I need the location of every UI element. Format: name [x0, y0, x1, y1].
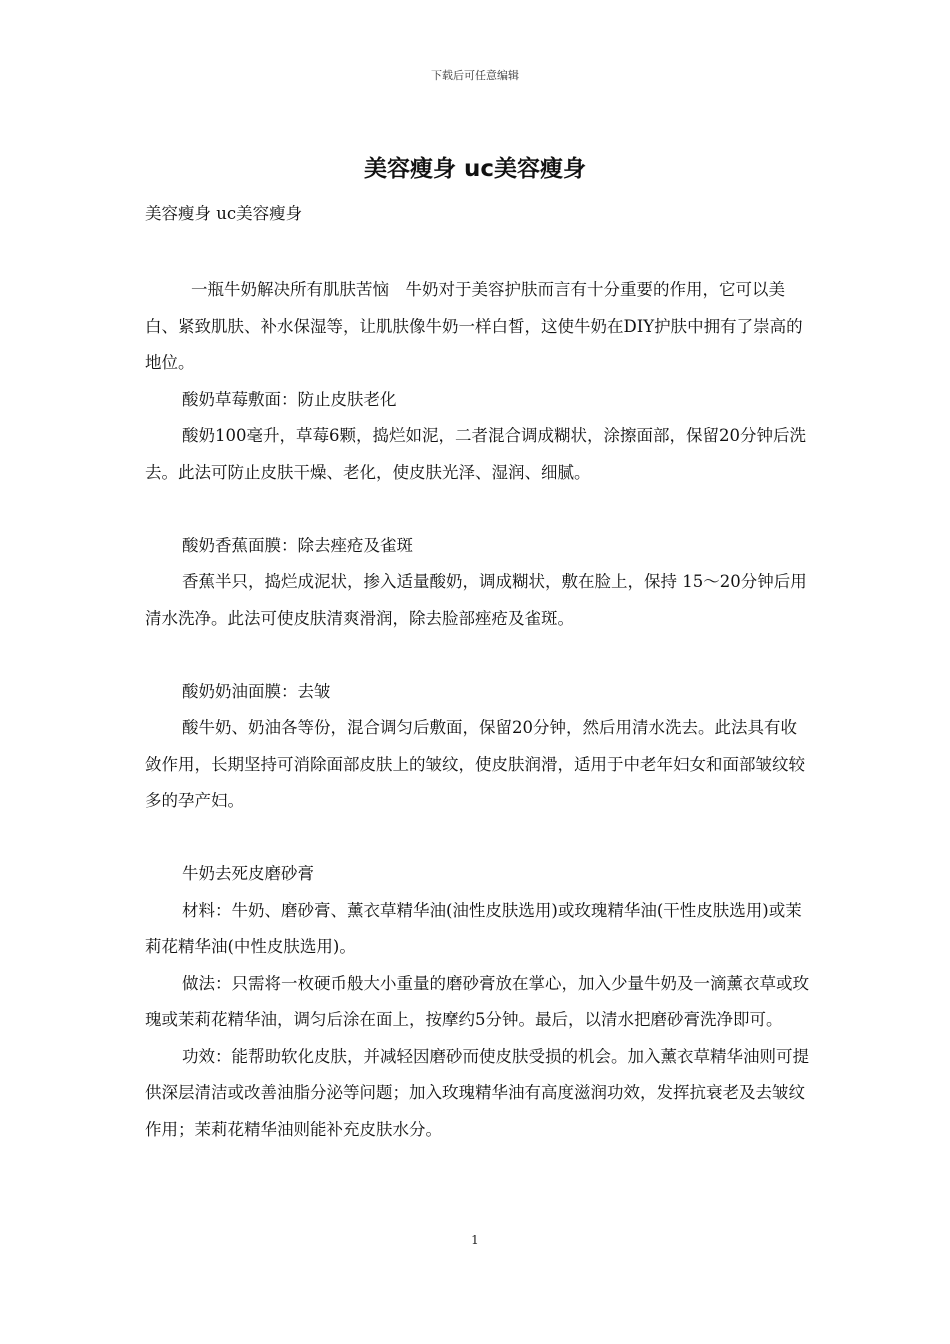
paragraph-intro: 一瓶牛奶解决所有肌肤苦恼 牛奶对于美容护肤而言有十分重要的作用，它可以美白、紧致肌肤、补水保湿等，让肌肤像牛奶一样白皙，这使牛奶在DIY护肤中拥有了崇高的地位。 [145, 280, 803, 372]
paragraph-yogurt-banana: 香蕉半只，捣烂成泥状，掺入适量酸奶，调成糊状，敷在脸上，保持 15～20分钟后用清水洗净。此法可使皮肤清爽滑润，除去脸部痤疮及雀斑。 [145, 572, 807, 628]
paragraph-effect: 功效：能帮助软化皮肤，并减轻因磨砂而使皮肤受损的机会。加入薰衣草精华油则可提供深层清洁或改善油脂分泌等问题；加入玫瑰精华油有高度滋润功效，发挥抗衰老及去皱纹作用；茉莉花精华油则能补充皮肤水分。 [145, 1046, 809, 1139]
document-title: 美容瘦身 uc美容瘦身 [363, 156, 586, 182]
heading-yogurt-banana: 酸奶香蕉面膜：除去痤疮及雀斑 [182, 535, 413, 555]
paragraph-yogurt-cream: 酸牛奶、奶油各等份，混合调匀后敷面，保留20分钟，然后用清水洗去。此法具有收敛作用，长期坚持可消除面部皮肤上的皱纹，使皮肤润滑，适用于中老年妇女和面部皱纹较多的孕产妇。 [145, 718, 805, 810]
paragraph-yogurt-strawberry: 酸奶100毫升，草莓6颗，捣烂如泥，二者混合调成糊状，涂擦面部，保留20分钟后洗去。此法可防止皮肤干燥、老化，使皮肤光泽、湿润、细腻。 [145, 426, 806, 482]
paragraph-method: 做法：只需将一枚硬币般大小重量的磨砂膏放在掌心，加入少量牛奶及一滴薰衣草或玫瑰或茉莉花精华油，调匀后涂在面上，按摩约5分钟。最后，以清水把磨砂膏洗净即可。 [145, 973, 809, 1029]
heading-milk-scrub: 牛奶去死皮磨砂膏 [182, 864, 314, 883]
heading-yogurt-cream: 酸奶奶油面膜：去皱 [182, 681, 331, 701]
blank-line [145, 820, 809, 857]
document-body [145, 196, 809, 1148]
blank-line [145, 637, 809, 674]
subtitle-line: 美容瘦身 uc美容瘦身 [145, 204, 303, 223]
page-number: 1 [471, 1233, 479, 1247]
blank-line [145, 491, 809, 528]
blank-line [145, 233, 809, 270]
heading-yogurt-strawberry: 酸奶草莓敷面：防止皮肤老化 [182, 389, 397, 409]
paragraph-materials: 材料：牛奶、磨砂膏、薰衣草精华油(油性皮肤选用)或玫瑰精华油(干性皮肤选用)或茉莉花精华油(中性皮肤选用)。 [145, 900, 802, 956]
page-header: 下载后可任意编辑 [431, 69, 519, 82]
